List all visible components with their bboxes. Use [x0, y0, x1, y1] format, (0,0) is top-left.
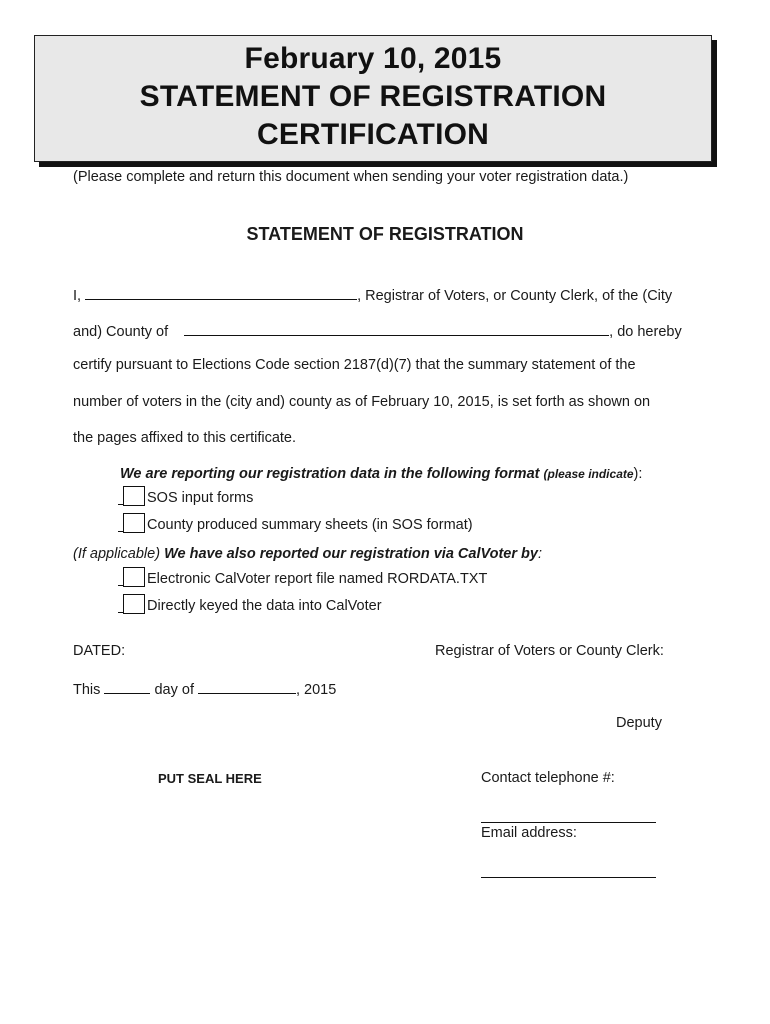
calvoter-heading [73, 546, 542, 562]
option-label: SOS input forms [147, 490, 254, 506]
header-date: February 10, 2015 [244, 42, 502, 75]
year-label: , 2015 [296, 682, 337, 698]
month-field[interactable] [198, 679, 296, 694]
section-title: STATEMENT OF REGISTRATION [246, 224, 524, 244]
calvoter-heading-text: We have also reported our registration via CalVoter by [164, 546, 538, 562]
format-heading-text: We are reporting our registration data in the following format [120, 466, 540, 482]
option-label: Electronic CalVoter report file named RORDATA.TXT [147, 571, 488, 587]
header-title-line2: CERTIFICATION [256, 118, 490, 151]
dated-line [73, 679, 336, 698]
email-label: Email address: [481, 825, 577, 841]
calvoter-colon: : [537, 546, 542, 562]
seal-label: PUT SEAL HERE [158, 771, 262, 786]
keyed-calvoter-checkbox[interactable] [123, 594, 145, 614]
county-suffix: , do hereby [609, 324, 682, 340]
email-field[interactable] [481, 876, 656, 878]
option-label: County produced summary sheets (in SOS format) [147, 517, 473, 533]
dated-label: DATED: [73, 643, 126, 659]
day-field[interactable] [104, 679, 150, 694]
affixed-line: the pages affixed to this certificate. [73, 430, 297, 446]
phone-label: Contact telephone #: [481, 770, 615, 786]
registrar-signature-label: Registrar of Voters or County Clerk: [435, 643, 664, 659]
header-title-line1: STATEMENT OF REGISTRATION [139, 80, 607, 113]
phone-field[interactable] [481, 821, 656, 823]
format-option-sos [118, 486, 253, 506]
this-label: This [73, 682, 101, 698]
sos-input-forms-checkbox[interactable] [123, 486, 145, 506]
format-heading-hint: (please indicate [543, 467, 634, 481]
calvoter-option-electronic [118, 567, 487, 587]
format-heading-end: ): [633, 466, 643, 482]
format-heading [120, 466, 642, 482]
header-box [34, 35, 712, 162]
registrar-line [73, 285, 672, 304]
registrar-name-field[interactable] [85, 285, 357, 300]
format-option-county [118, 513, 473, 533]
certify-line: certify pursuant to Elections Code section 2187(d)(7) that the summary statement of the [73, 357, 636, 373]
i-suffix: , Registrar of Voters, or County Clerk, of the (City [357, 288, 673, 304]
voters-line: number of voters in the (city and) county as of February 10, 2015, is set forth as shown on [73, 394, 651, 410]
calvoter-prefix: (If applicable) [73, 546, 161, 562]
electronic-calvoter-checkbox[interactable] [123, 567, 145, 587]
calvoter-option-keyed [118, 594, 382, 614]
day-of-label: day of [154, 682, 194, 698]
county-summary-checkbox[interactable] [123, 513, 145, 533]
i-prefix: I, [73, 288, 82, 304]
county-prefix: and) County of [73, 324, 169, 340]
county-name-field[interactable] [184, 321, 609, 336]
deputy-label: Deputy [616, 715, 662, 731]
option-label: Directly keyed the data into CalVoter [147, 598, 382, 614]
county-line [73, 321, 682, 340]
instruction-note: (Please complete and return this document when sending your voter registration data.) [73, 169, 629, 185]
